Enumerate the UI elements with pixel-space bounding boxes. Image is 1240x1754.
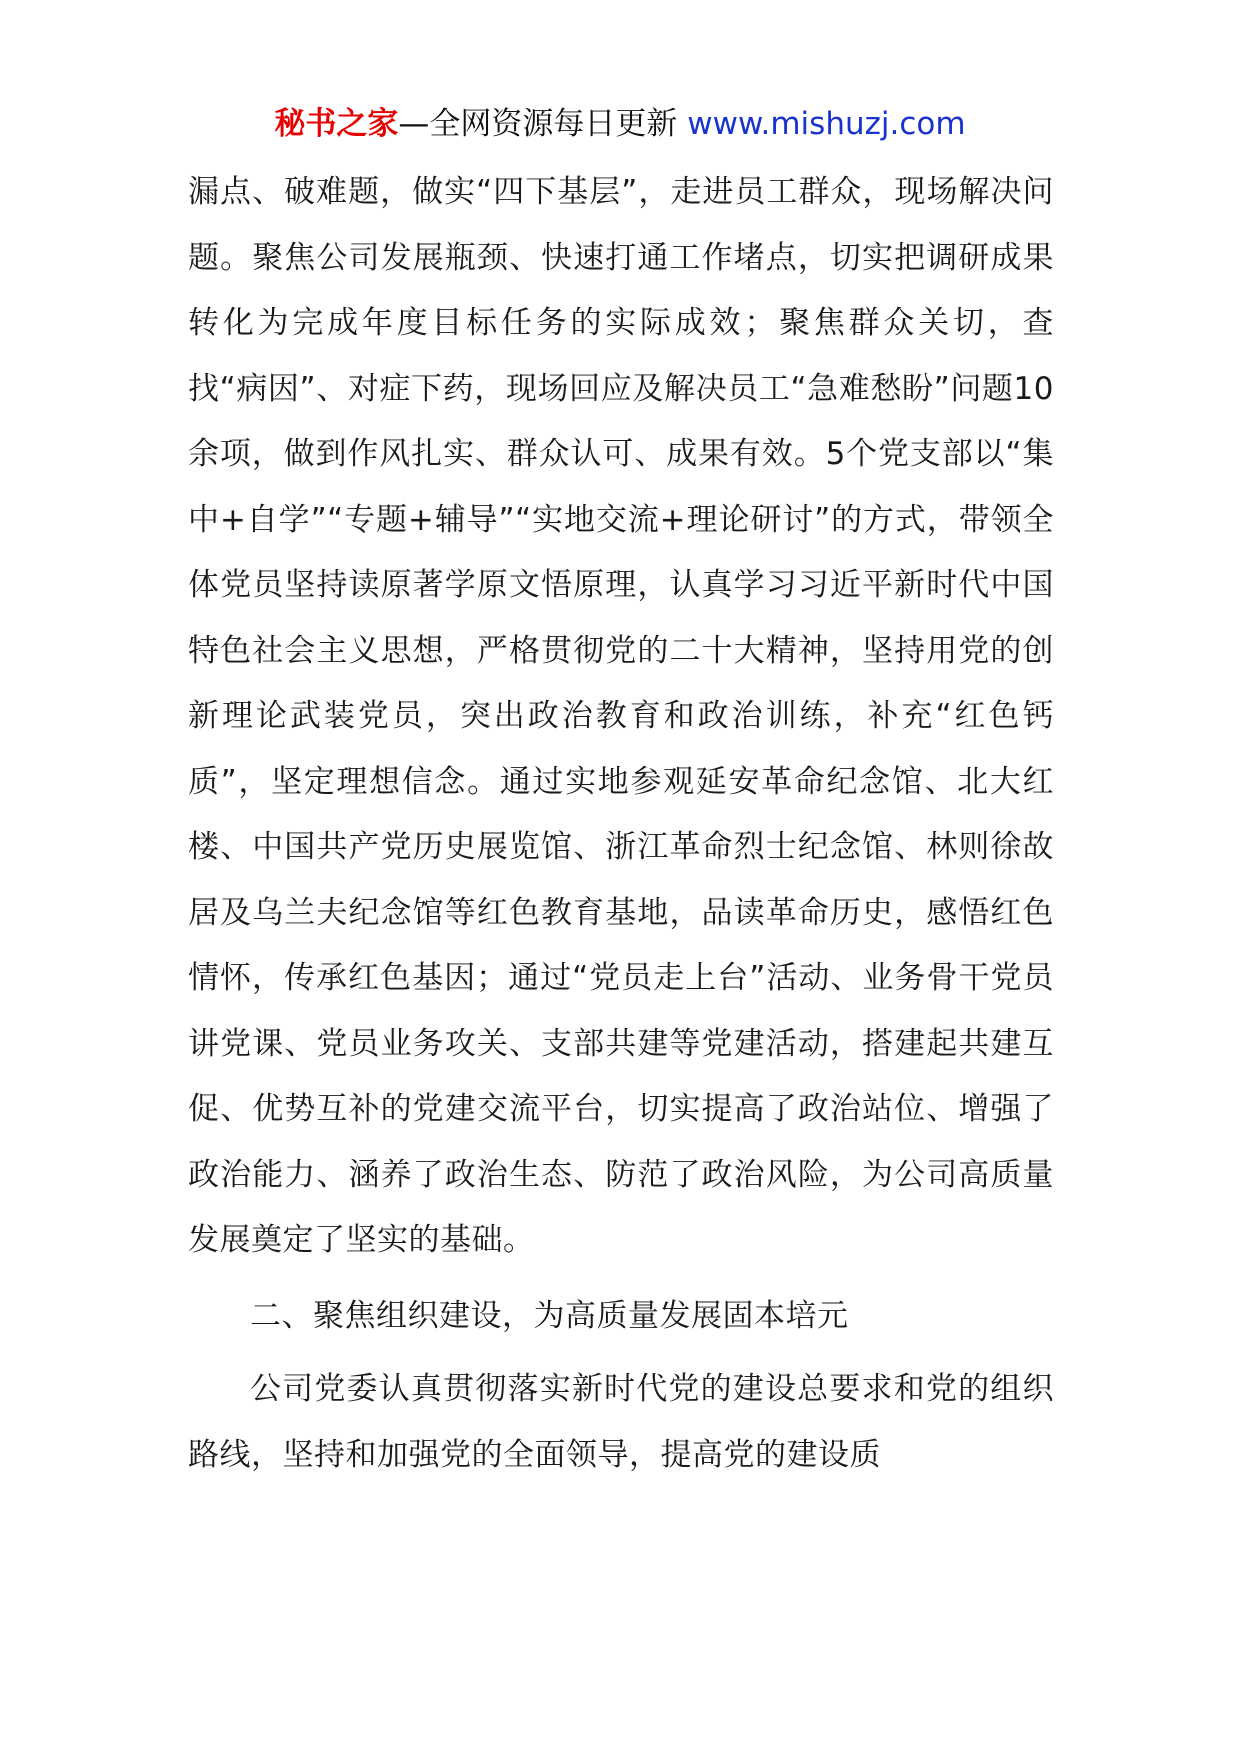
site-url-link[interactable]: www.mishuzj.com [687,106,966,142]
document-body [188,160,1054,1488]
body-paragraph: 公司党委认真贯彻落实新时代党的建设总要求和党的组织路线，坚持和加强党的全面领导，提高党的建设质 [188,1371,1054,1473]
body-paragraph-continued: 漏点、破难题，做实“四下基层”，走进员工群众，现场解决问题。聚焦公司发展瓶颈、快速打通工作堵点，切实把调研成果转化为完成年度目标任务的实际成效；聚焦群众关切，查找“病因”、对症下药，现场回应及解决员工“急难愁盼”问题10余项，做到作风扎实、群众认可、成果有效。5个党支部以“集中+自学”“专题+辅导”“实地交流+理论研讨”的方式，带领全体党员坚持读原著学原文悟原理，认真学习习近平新时代中国特色社会主义思想，严格贯彻党的二十大精神，坚持用党的创新理论武装党员，突出政治教育和政治训练，补充“红色钙质”，坚定理想信念。通过实地参观延安革命纪念馆、北大红楼、中国共产党历史展览馆、浙江革命烈士纪念馆、林则徐故居及乌兰夫纪念馆等红色教育基地，品读革命历史，感悟红色情怀，传承红色基因；通过“党员走上台”活动、业务骨干党员讲党课、党员业务攻关、支部共建等党建活动，搭建起共建互促、优势互补的党建交流平台，切实提高了政治站位、增强了政治能力、涵养了政治生态、防范了政治风险，为公司高质量发展奠定了坚实的基础。 [188,174,1054,1258]
section-heading: 二、聚焦组织建设，为高质量发展固本培元 [250,1297,849,1334]
brand-name: 秘书之家 [274,106,399,142]
watermark-header [0,104,1240,144]
header-slogan: —全网资源每日更新 [398,106,688,142]
